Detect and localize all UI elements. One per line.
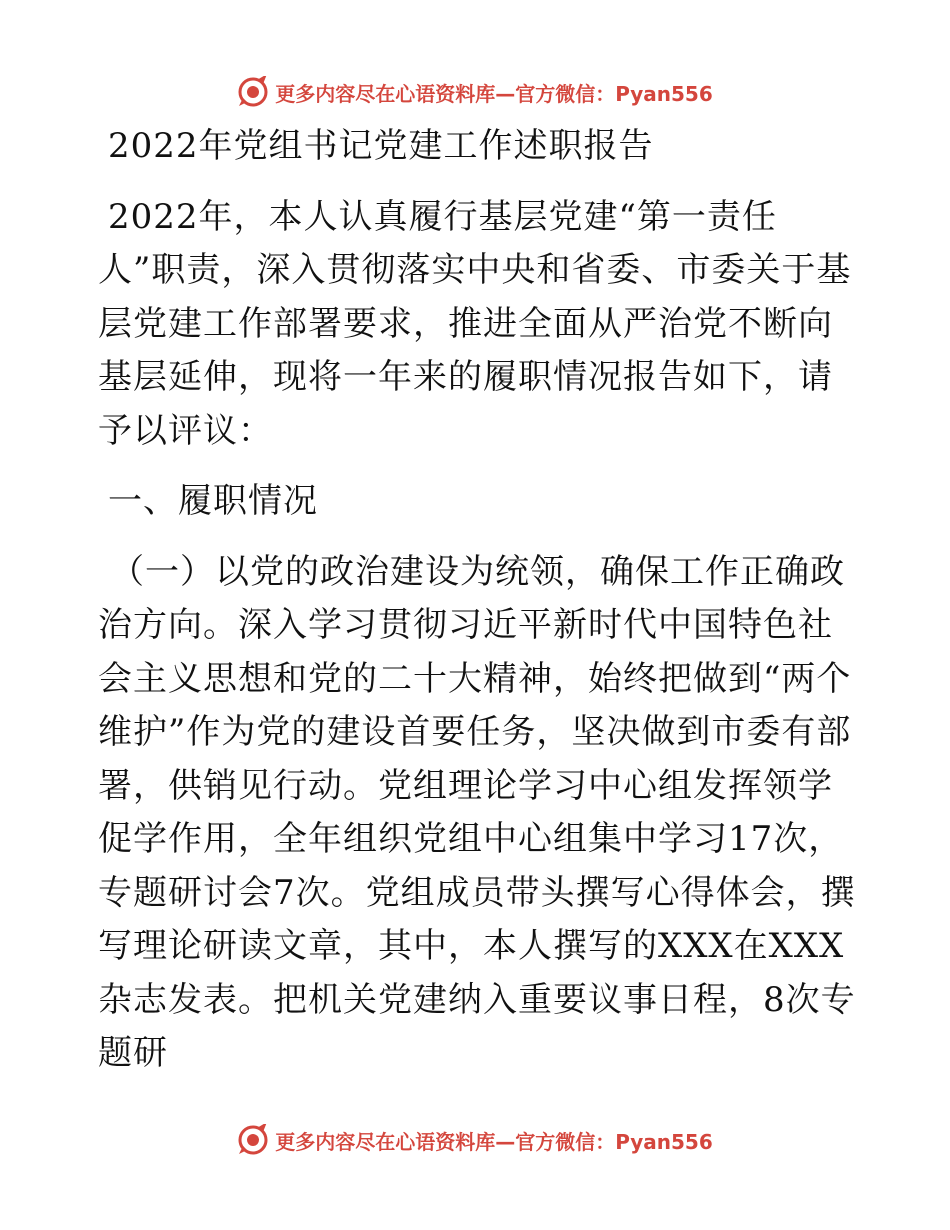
intro-paragraph: 2022年，本人认真履行基层党建“第一责任人”职责，深入贯彻落实中央和省委、市委关于基层党建工作部署要求，推进全面从严治党不断向基层延伸，现将一年来的履职情况报告如下，请予以评议： xyxy=(98,196,852,451)
watermark-banner-bottom xyxy=(0,1120,950,1160)
pen-logo-icon xyxy=(237,1124,269,1156)
section-heading: 一、履职情况 xyxy=(108,481,318,521)
watermark-text: 更多内容尽在心语资料库—官方微信：Pyan556 xyxy=(275,1129,713,1154)
body-paragraph: （一）以党的政治建设为统领，确保工作正确政治方向。深入学习贯彻习近平新时代中国特色社会主义思想和党的二十大精神，始终把做到“两个维护”作为党的建设首要任务，坚决做到市委有部署，供销见行动。党组理论学习中心组发挥领学促学作用，全年组织党组中心组集中学习17次，专题研讨会7次。党组成员带头撰写心得体会，撰写理论研读文章，其中，本人撰写的XXX在XXX杂志发表。把机关党建纳入重要议事日程，8次专题研 xyxy=(98,551,856,1073)
watermark-banner-top xyxy=(0,72,950,112)
document-body xyxy=(98,120,858,1081)
pen-logo-icon xyxy=(237,76,269,108)
watermark-text: 更多内容尽在心语资料库—官方微信：Pyan556 xyxy=(275,81,713,106)
document-title: 2022年党组书记党建工作述职报告 xyxy=(108,126,654,166)
